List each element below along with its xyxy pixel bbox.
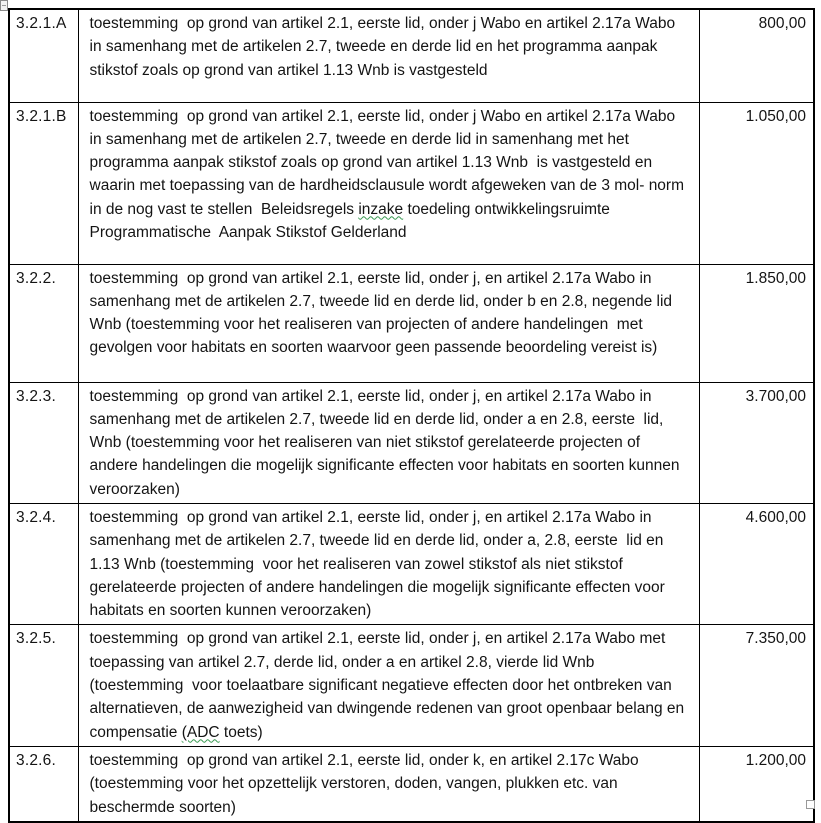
row-code[interactable]: 3.2.2.: [9, 264, 78, 382]
row-amount[interactable]: 7.350,00: [699, 625, 814, 746]
description-text: toedeling ontwikkelingsruimte Programmatische Aanpak Stikstof Gelderland: [89, 200, 619, 241]
table-row: [9, 264, 814, 382]
table-row: [9, 9, 814, 102]
row-code[interactable]: 3.2.6.: [9, 746, 78, 821]
description-text: toestemming op grond van artikel 2.1, eerste lid, onder j, en artikel 2.17a Wabo in samenhang met de artikelen 2.7, tweede lid en derde lid, onder a en 2.8, eerste lid, Wnb (toestemming voor het realiseren van niet stikstof gerelateerde projecten of andere handelingen die mogelijk significante effecten voor habitats en soorten kunnen veroorzaken): [89, 387, 684, 498]
row-description[interactable]: [78, 102, 699, 264]
object-anchor-icon[interactable]: [0, 0, 8, 11]
row-code[interactable]: 3.2.3.: [9, 382, 78, 503]
description-text: toestemming op grond van artikel 2.1, eerste lid, onder j, en artikel 2.17a Wabo in samenhang met de artikelen 2.7, tweede lid en derde lid, onder b en 2.8, negende lid Wnb (toestemming voor het realiseren van projecten of andere handelingen met gevolgen voor habitats en soorten waarvoor geen passende beoordeling vereist is): [89, 269, 677, 357]
row-description[interactable]: [78, 503, 699, 624]
row-code[interactable]: 3.2.4.: [9, 503, 78, 624]
description-text: toestemming op grond van artikel 2.1, eerste lid, onder j Wabo en artikel 2.17a Wabo in samenhang met de artikelen 2.7, tweede en derde lid in samenhang met het programma aanpak stikstof zoals op grond van artikel 1.13 Wnb is vastgesteld en waarin met toepassing van de hardheidsclausule wordt afgeweken van de 3 mol- norm in de nog vast te stellen Beleidsregels: [89, 107, 689, 218]
row-description[interactable]: [78, 625, 699, 746]
row-description[interactable]: [78, 382, 699, 503]
description-text: toestemming op grond van artikel 2.1, eerste lid, onder k, en artikel 2.17c Wabo (toestemming voor het opzettelijk verstoren, doden, vangen, plukken etc. van beschermde soorten): [89, 751, 643, 816]
table-row: [9, 382, 814, 503]
table-row: [9, 746, 814, 821]
row-description[interactable]: [78, 264, 699, 382]
row-code[interactable]: 3.2.1.B: [9, 102, 78, 264]
table-row: [9, 102, 814, 264]
row-amount[interactable]: 1.200,00: [699, 746, 814, 821]
row-amount[interactable]: 3.700,00: [699, 382, 814, 503]
row-amount[interactable]: 1.850,00: [699, 264, 814, 382]
row-description[interactable]: [78, 9, 699, 102]
row-amount[interactable]: 4.600,00: [699, 503, 814, 624]
table-row: [9, 503, 814, 624]
table-row: [9, 625, 814, 746]
row-code[interactable]: 3.2.1.A: [9, 9, 78, 102]
row-description[interactable]: [78, 746, 699, 821]
spellcheck-marked-word: inzake: [358, 200, 404, 218]
row-code[interactable]: 3.2.5.: [9, 625, 78, 746]
row-amount[interactable]: 1.050,00: [699, 102, 814, 264]
tariff-table: [8, 8, 815, 823]
row-amount[interactable]: 800,00: [699, 9, 814, 102]
description-text: toets): [219, 723, 263, 741]
table-resize-handle[interactable]: [806, 800, 815, 809]
spellcheck-marked-word: (ADC: [181, 723, 220, 741]
description-text: toestemming op grond van artikel 2.1, eerste lid, onder j Wabo en artikel 2.17a Wabo in samenhang met de artikelen 2.7, tweede en derde lid en het programma aanpak stikstof zoals op grond van artikel 1.13 Wnb is vastgesteld: [89, 15, 680, 79]
description-text: toestemming op grond van artikel 2.1, eerste lid, onder j, en artikel 2.17a Wabo met toepassing van artikel 2.7, derde lid, onder a en artikel 2.8, vierde lid Wnb (toestemming voor toelaatbare significant negatieve effecten door het ontbreken van alternatieven, de aanwezigheid van dwingende redenen van groot openbaar belang en compensatie: [89, 630, 689, 741]
description-text: toestemming op grond van artikel 2.1, eerste lid, onder j, en artikel 2.17a Wabo in samenhang met de artikelen 2.7, tweede lid en derde lid, onder a, 2.8, eerste lid en 1.13 Wnb (toestemming voor het realiseren van zowel stikstof als niet stikstof gerelateerde projecten of andere handelingen die mogelijk significante effecten voor habitats en soorten kunnen veroorzaken): [89, 508, 670, 620]
